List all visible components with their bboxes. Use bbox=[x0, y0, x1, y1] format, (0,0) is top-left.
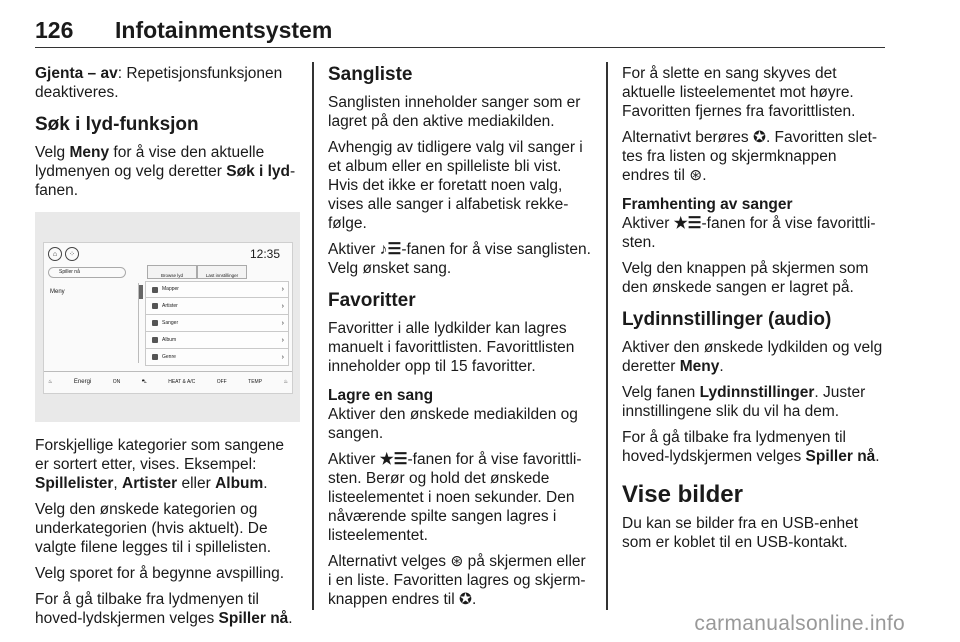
seat-heat-icon: ♨ bbox=[48, 379, 53, 385]
screen-tabs bbox=[147, 265, 247, 279]
genre-icon bbox=[152, 354, 158, 360]
infotainment-screenshot bbox=[35, 212, 300, 422]
list-item: Artister › bbox=[145, 298, 289, 315]
paragraph: Aktiver ★☰-fanen for å vise favorittlisten. bbox=[622, 215, 876, 251]
screen-back-button: Spiller nå bbox=[48, 267, 126, 278]
seat-heat-icon: ♨ bbox=[283, 379, 288, 385]
favourite-empty-icon: ⊛ bbox=[450, 553, 464, 570]
album-icon bbox=[152, 337, 158, 343]
subsection-heading: Framhenting av sanger bbox=[622, 196, 793, 213]
subsection-heading: Lagre en sang bbox=[328, 387, 434, 404]
paragraph: Aktiver den ønskede mediakilden og sangen. bbox=[328, 406, 578, 442]
section-heading: Lydinnstillinger (audio) bbox=[622, 309, 832, 330]
list-item: Album › bbox=[145, 332, 289, 349]
column-divider bbox=[606, 62, 608, 610]
paragraph: Velg sporet for å begynne avspilling. bbox=[35, 565, 285, 582]
section-heading: Sangliste bbox=[328, 64, 413, 85]
column-right bbox=[622, 64, 887, 559]
paragraph: Velg Meny for å vise den aktuelle lydmenyen og velg deretter Søk i lyd-fanen. bbox=[35, 144, 296, 199]
watermark: carmanualsonline.info bbox=[694, 612, 905, 635]
chevron-right-icon: › bbox=[281, 319, 284, 327]
screen-topbar bbox=[44, 243, 292, 265]
artist-icon bbox=[152, 303, 158, 309]
home-icon: ⌂ bbox=[48, 247, 62, 261]
paragraph: Gjenta – av: Repetisjonsfunksjonen deaktiveres. bbox=[35, 65, 283, 101]
screen-display bbox=[43, 242, 293, 394]
section-heading: Søk i lyd-funksjon bbox=[35, 114, 199, 135]
paragraph: Aktiver ★☰-fanen for å vise favorittlisten. Berør og hold det ønskede listeelementet i noen sekunder. Den nåværende spilte sangen lagres i listeelementet. bbox=[328, 451, 582, 544]
column-left bbox=[35, 64, 300, 635]
section-heading: Favoritter bbox=[328, 290, 416, 311]
page-header bbox=[35, 18, 885, 48]
favourites-list-icon: ★☰ bbox=[379, 451, 408, 468]
page-title: Infotainmentsystem bbox=[115, 17, 333, 43]
column-middle bbox=[328, 64, 593, 616]
screen-climate-bar: ♨ Energi ON ⛍ HEAT & A/C OFF TEMP ♨ bbox=[44, 371, 292, 393]
screen-clock: 12:35 bbox=[249, 246, 280, 261]
paragraph: Du kan se bilder fra en USB-enhet som er koblet til en USB-kontakt. bbox=[622, 515, 859, 551]
music-note-icon bbox=[152, 320, 158, 326]
paragraph: Avhengig av tidligere valg vil sanger i et album eller en spilleliste bli vist. Hvis det ikke er foretatt noen valg, vises alle sanger i alfabetisk rekkefølge. bbox=[328, 139, 583, 232]
paragraph: Forskjellige kategorier som sangene er sortert etter, vises. Eksempel: Spillelister, Artister eller Album. bbox=[35, 437, 284, 492]
list-item: Genre › bbox=[145, 349, 289, 366]
column-divider bbox=[312, 62, 314, 610]
page-number: 126 bbox=[35, 17, 74, 43]
paragraph: Velg den ønskede kategorien og underkategorien (hvis aktuelt). De valgte filene legges til i spillelisten. bbox=[35, 501, 272, 556]
screen-tab-settings: Last innstillinger bbox=[197, 265, 247, 279]
list-item: Sanger › bbox=[145, 315, 289, 332]
paragraph: Favoritter i alle lydkilder kan lagres manuelt i favorittlisten. Favorittlisten inneholder opp til 15 favoritter. bbox=[328, 320, 575, 375]
chevron-right-icon: › bbox=[281, 286, 284, 293]
paragraph: Aktiver den ønskede lydkilden og velg deretter Meny. bbox=[622, 339, 883, 375]
folder-icon bbox=[152, 287, 158, 293]
screen-scrollbar bbox=[138, 283, 143, 363]
favourite-filled-icon: ✪ bbox=[458, 591, 472, 608]
car-icon: ⛍ bbox=[141, 379, 147, 385]
list-item: Mapper › bbox=[145, 281, 289, 298]
favourites-list-icon: ★☰ bbox=[673, 215, 702, 232]
screen-menu-label: Meny bbox=[50, 289, 65, 295]
paragraph: Velg den knappen på skjermen som den ønskede sangen er lagret på. bbox=[622, 260, 869, 296]
paragraph: For å slette en sang skyves det aktuelle listeelementet mot høyre. Favoritten fjernes fra favorittlisten. bbox=[622, 65, 856, 120]
paragraph: Velg fanen Lydinnstillinger. Juster innstillingene slik du vil ha dem. bbox=[622, 384, 866, 420]
paragraph: Aktiver ♪☰-fanen for å vise sanglisten. Velg ønsket sang. bbox=[328, 241, 591, 277]
favourite-filled-icon: ✪ bbox=[752, 129, 766, 146]
paragraph: Alternativt berøres ✪. Favoritten slettes fra listen og skjermknappen endres til ⊛. bbox=[622, 129, 878, 184]
paragraph: For å gå tilbake fra lydmenyen til hoved-lydskjermen velges Spiller nå. bbox=[622, 429, 880, 465]
apps-icon: ⁘ bbox=[65, 247, 79, 261]
favourite-empty-icon: ⊛ bbox=[689, 167, 703, 184]
chevron-right-icon: › bbox=[281, 336, 284, 344]
screen-tab-browse: Browse lyd bbox=[147, 265, 197, 279]
paragraph: Alternativt velges ⊛ på skjermen eller i en liste. Favoritten lagres og skjermknappen endres til ✪. bbox=[328, 553, 586, 608]
chevron-right-icon: › bbox=[281, 302, 284, 310]
paragraph: For å gå tilbake fra lydmenyen til hoved-lydskjermen velges Spiller nå. bbox=[35, 591, 293, 627]
paragraph: Sanglisten inneholder sanger som er lagret på den aktive mediakilden. bbox=[328, 94, 581, 130]
songlist-icon: ♪☰ bbox=[379, 241, 402, 258]
chevron-right-icon: › bbox=[281, 353, 284, 361]
screen-category-list bbox=[145, 281, 289, 366]
chapter-heading: Vise bilder bbox=[622, 481, 743, 508]
